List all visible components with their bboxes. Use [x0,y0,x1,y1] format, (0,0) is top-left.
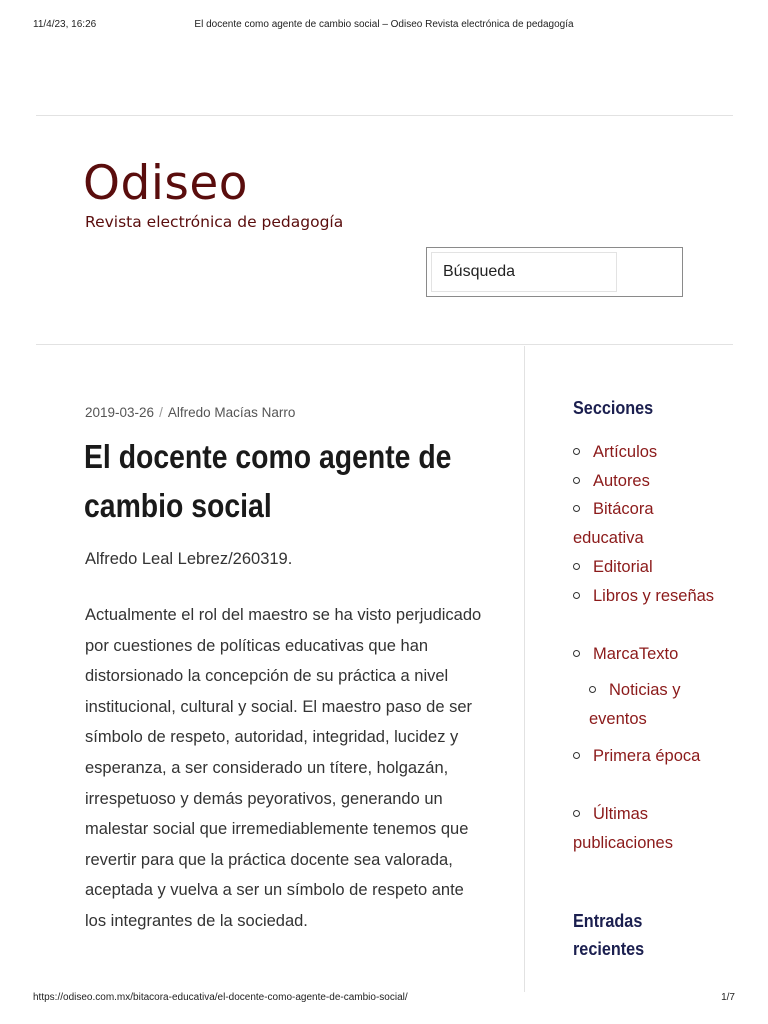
recent-posts-widget-title: Entradas recientes [573,911,645,959]
bullet-icon [573,592,580,599]
search-form [426,247,683,297]
menu-item-label: Autores [593,472,650,490]
post-date[interactable]: 2019-03-26 [85,405,155,420]
print-header [0,0,768,40]
header-bottom-divider [36,344,733,345]
menu-item-noticias-y-eventos[interactable] [589,676,723,734]
post-author[interactable]: Alfredo Macías Narro [167,405,296,420]
post-meta [85,405,295,420]
bullet-icon [573,563,580,570]
sections-widget-title: Secciones [573,398,654,418]
post-byline: Alfredo Leal Lebrez/260319. [85,550,293,568]
menu-item-editorial[interactable] [573,553,723,582]
print-page-number: 1/7 [721,992,735,1003]
menu-item-primera-epoca[interactable] [573,742,723,771]
menu-item-label: Primera época [593,747,701,765]
print-url: https://odiseo.com.mx/bitacora-educativa/el-docente-como-agente-de-cambio-social/ [33,992,408,1003]
menu-item-bitacora-educativa[interactable] [573,495,723,553]
menu-item-ultimas-publicaciones[interactable] [573,800,723,858]
menu-item-articulos[interactable] [573,438,723,467]
post-title: El docente como agente de cambio social [84,438,452,524]
print-footer [0,992,768,1012]
bullet-icon [573,477,580,484]
header-top-divider [36,115,733,116]
content-sidebar-divider [524,346,525,992]
menu-item-label: Noticias y eventos [589,681,681,728]
menu-item-marcatexto[interactable] [573,640,723,669]
bullet-icon [573,650,580,657]
print-page-title: El docente como agente de cambio social – Odiseo Revista electrónica de pedagogía [194,19,574,30]
menu-item-label: Editorial [593,558,653,576]
bullet-icon [589,686,596,693]
menu-item-label: Últimas publicaciones [573,805,673,852]
menu-item-label: MarcaTexto [593,645,679,663]
post-paragraph: Actualmente el rol del maestro se ha visto perjudicado por cuestiones de políticas educativas que han distorsionado la concepción de su práctica a nivel institucional, cultural y social. El maestro paso de ser símbolo de respeto, autoridad, integridad, lucidez y esperanza, a ser considerado un títere, holgazán, irrespetuoso y demás peyorativos, generando un malestar social que irremediablemente tenemos que revertir para que la práctica docente sea valorada, aceptada y vuelva a ser un símbolo de respeto ante los integrantes de la sociedad. [85,606,482,930]
search-input[interactable] [431,252,617,292]
bullet-icon [573,752,580,759]
menu-item-libros-y-resenas[interactable] [573,582,723,611]
menu-item-label: Bitácora educativa [573,500,654,547]
site-tagline: Revista electrónica de pedagogía [85,213,344,231]
bullet-icon [573,448,580,455]
bullet-icon [573,505,580,512]
menu-item-label: Artículos [593,443,658,461]
menu-item-label: Libros y reseñas [593,587,715,605]
print-timestamp: 11/4/23, 16:26 [33,19,97,30]
bullet-icon [573,810,580,817]
site-title[interactable]: Odiseo [83,156,249,211]
meta-separator: / [159,405,163,420]
menu-item-autores[interactable] [573,467,723,496]
